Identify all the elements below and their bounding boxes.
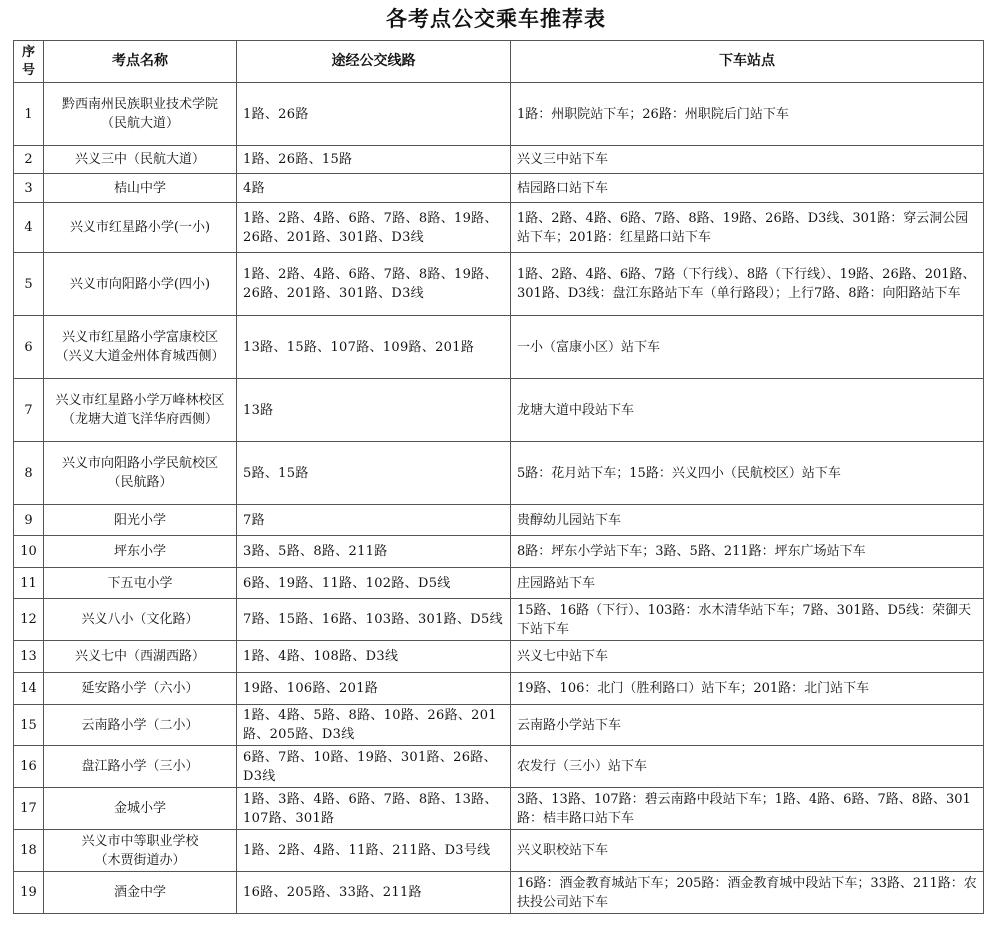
table-row — [14, 536, 984, 568]
alight-stop: 1路、2路、4路、6路、7路（下行线）、8路（下行线）、19路、26路、201路、301路、D3线：盘江东路站下车（单行路段）；上行7路、8路：向阳路站下车 — [511, 253, 984, 316]
row-number: 7 — [14, 379, 44, 442]
bus-lines: 7路、15路、16路、103路、301路、D5线 — [237, 599, 511, 641]
exam-site-name: 云南路小学（二小） — [44, 705, 237, 746]
bus-lines: 1路、2路、4路、6路、7路、8路、19路、26路、201路、301路、D3线 — [237, 203, 511, 253]
table-row — [14, 203, 984, 253]
row-number: 4 — [14, 203, 44, 253]
row-number: 10 — [14, 536, 44, 568]
exam-site-name: 延安路小学（六小） — [44, 673, 237, 705]
page-title: 各考点公交乘车推荐表 — [386, 7, 606, 31]
exam-site-name: 金城小学 — [44, 788, 237, 830]
bus-lines: 1路、2路、4路、11路、211路、D3号线 — [237, 830, 511, 872]
bus-route-table — [13, 40, 984, 914]
exam-site-name: 坪东小学 — [44, 536, 237, 568]
table-row — [14, 253, 984, 316]
row-number: 13 — [14, 641, 44, 673]
alight-stop: 15路、16路（下行）、103路：水木清华站下车；7路、301路、D5线：荣御天下站下车 — [511, 599, 984, 641]
alight-stop: 兴义七中站下车 — [511, 641, 984, 673]
header-lines: 途经公交线路 — [237, 41, 511, 83]
row-number: 8 — [14, 442, 44, 505]
exam-site-name: 兴义市红星路小学富康校区（兴义大道金州体育城西侧） — [44, 316, 237, 379]
table-row — [14, 746, 984, 788]
bus-lines: 1路、2路、4路、6路、7路、8路、19路、26路、201路、301路、D3线 — [237, 253, 511, 316]
alight-stop: 1路：州职院站下车；26路：州职院后门站下车 — [511, 83, 984, 146]
bus-lines: 13路、15路、107路、109路、201路 — [237, 316, 511, 379]
exam-site-name: 下五屯小学 — [44, 568, 237, 599]
alight-stop: 农发行（三小）站下车 — [511, 746, 984, 788]
row-number: 11 — [14, 568, 44, 599]
alight-stop: 龙塘大道中段站下车 — [511, 379, 984, 442]
row-number: 6 — [14, 316, 44, 379]
row-number: 12 — [14, 599, 44, 641]
alight-stop: 兴义职校站下车 — [511, 830, 984, 872]
row-number: 19 — [14, 872, 44, 914]
alight-stop: 贵醇幼儿园站下车 — [511, 505, 984, 536]
alight-stop: 3路、13路、107路：碧云南路中段站下车；1路、4路、6路、7路、8路、301路：桔丰路口站下车 — [511, 788, 984, 830]
alight-stop: 云南路小学站下车 — [511, 705, 984, 746]
bus-lines: 13路 — [237, 379, 511, 442]
table-row — [14, 673, 984, 705]
table-row — [14, 788, 984, 830]
table-header-row — [14, 41, 984, 83]
alight-stop: 8路：坪东小学站下车；3路、5路、211路：坪东广场站下车 — [511, 536, 984, 568]
table-row — [14, 316, 984, 379]
header-stop: 下车站点 — [511, 41, 984, 83]
alight-stop: 一小（富康小区）站下车 — [511, 316, 984, 379]
exam-site-name: 兴义市中等职业学校 （木贾街道办） — [44, 830, 237, 872]
exam-site-name: 阳光小学 — [44, 505, 237, 536]
bus-lines: 1路、26路、15路 — [237, 146, 511, 174]
exam-site-name: 兴义市红星路小学万峰林校区（龙塘大道飞洋华府西侧） — [44, 379, 237, 442]
exam-site-name: 盘江路小学（三小） — [44, 746, 237, 788]
bus-lines: 1路、4路、108路、D3线 — [237, 641, 511, 673]
alight-stop: 16路：酒金教育城站下车；205路：酒金教育城中段站下车；33路、211路：农扶投公司站下车 — [511, 872, 984, 914]
row-number: 17 — [14, 788, 44, 830]
exam-site-name: 兴义三中（民航大道） — [44, 146, 237, 174]
exam-site-name: 黔西南州民族职业技术学院 （民航大道） — [44, 83, 237, 146]
bus-lines: 5路、15路 — [237, 442, 511, 505]
header-no: 序号 — [14, 41, 44, 83]
table-row — [14, 174, 984, 203]
alight-stop: 兴义三中站下车 — [511, 146, 984, 174]
row-number: 9 — [14, 505, 44, 536]
table-row — [14, 641, 984, 673]
row-number: 14 — [14, 673, 44, 705]
row-number: 16 — [14, 746, 44, 788]
bus-lines: 1路、3路、4路、6路、7路、8路、13路、107路、301路 — [237, 788, 511, 830]
table-row — [14, 83, 984, 146]
table-row — [14, 146, 984, 174]
row-number: 3 — [14, 174, 44, 203]
bus-lines: 19路、106路、201路 — [237, 673, 511, 705]
table-row — [14, 442, 984, 505]
alight-stop: 1路、2路、4路、6路、7路、8路、19路、26路、D3线、301路：穿云洞公园站下车；201路：红星路口站下车 — [511, 203, 984, 253]
table-row — [14, 705, 984, 746]
exam-site-name: 兴义市向阳路小学(四小) — [44, 253, 237, 316]
exam-site-name: 酒金中学 — [44, 872, 237, 914]
alight-stop: 庄园路站下车 — [511, 568, 984, 599]
table-row — [14, 568, 984, 599]
bus-lines: 3路、5路、8路、211路 — [237, 536, 511, 568]
exam-site-name: 兴义市红星路小学(一小) — [44, 203, 237, 253]
row-number: 5 — [14, 253, 44, 316]
alight-stop: 桔园路口站下车 — [511, 174, 984, 203]
exam-site-name: 兴义七中（西湖西路） — [44, 641, 237, 673]
alight-stop: 5路：花月站下车；15路：兴义四小（民航校区）站下车 — [511, 442, 984, 505]
bus-lines: 1路、26路 — [237, 83, 511, 146]
exam-site-name: 桔山中学 — [44, 174, 237, 203]
table-row — [14, 505, 984, 536]
bus-lines: 16路、205路、33路、211路 — [237, 872, 511, 914]
row-number: 18 — [14, 830, 44, 872]
row-number: 2 — [14, 146, 44, 174]
bus-lines: 4路 — [237, 174, 511, 203]
bus-lines: 6路、19路、11路、102路、D5线 — [237, 568, 511, 599]
table-row — [14, 379, 984, 442]
table-row — [14, 599, 984, 641]
bus-lines: 7路 — [237, 505, 511, 536]
row-number: 1 — [14, 83, 44, 146]
table-row — [14, 830, 984, 872]
exam-site-name: 兴义市向阳路小学民航校区 （民航路） — [44, 442, 237, 505]
bus-lines: 1路、4路、5路、8路、10路、26路、201路、205路、D3线 — [237, 705, 511, 746]
table-row — [14, 872, 984, 914]
exam-site-name: 兴义八小（文化路） — [44, 599, 237, 641]
alight-stop: 19路、106：北门（胜利路口）站下车；201路：北门站下车 — [511, 673, 984, 705]
bus-lines: 6路、7路、10路、19路、301路、26路、D3线 — [237, 746, 511, 788]
row-number: 15 — [14, 705, 44, 746]
header-name: 考点名称 — [44, 41, 237, 83]
